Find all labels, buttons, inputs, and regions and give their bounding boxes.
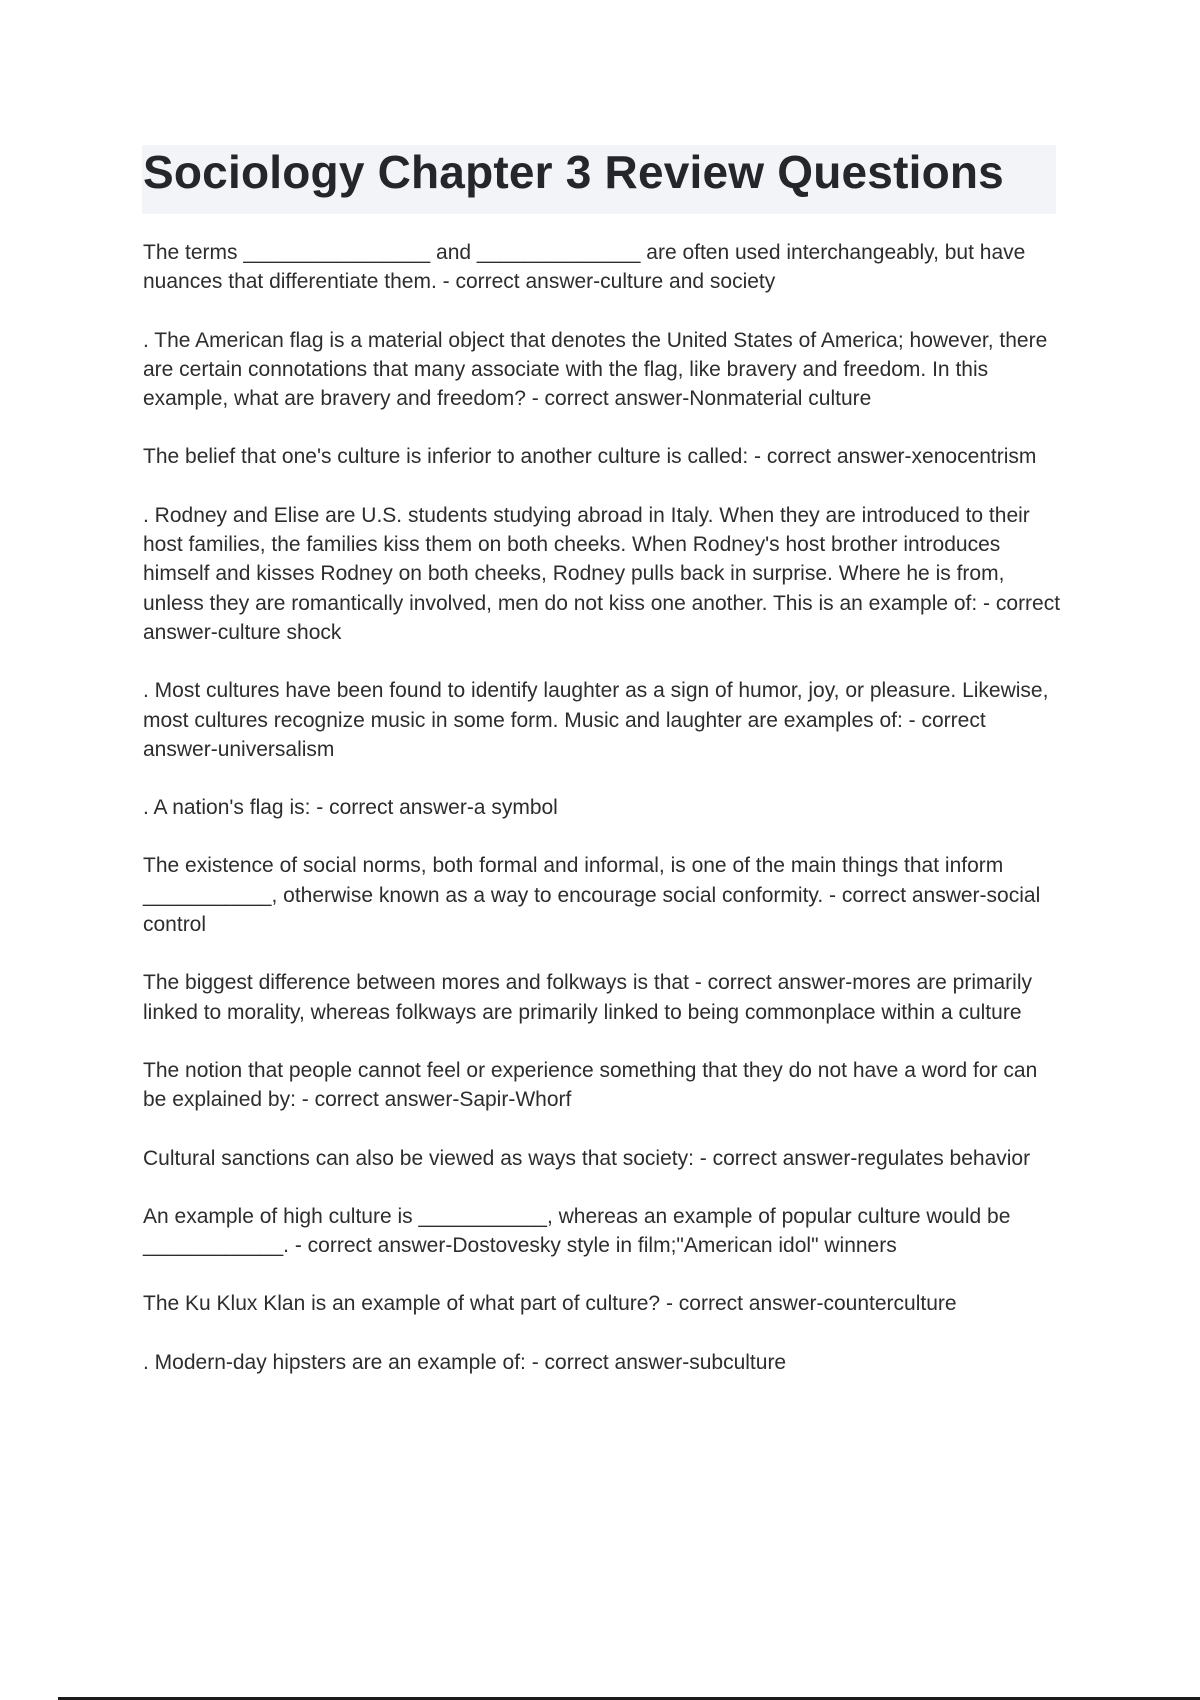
question-item-7: The existence of social norms, both formal and informal, is one of the main things that inform ___________, otherwise known as a way to encourage social conformity. - correct answer-social control [143, 854, 1041, 937]
question-item-11: An example of high culture is ___________, whereas an example of popular culture would be ____________. - correct answer-Dostovesky style in film;"American idol" winners [143, 1204, 1011, 1258]
question-item-5: . Most cultures have been found to identify laughter as a sign of humor, joy, or pleasure. Likewise, most cultures recognize music in some form. Music and laughter are examples of: - correct answer-universalism [143, 679, 1049, 761]
question-item-10: Cultural sanctions can also be viewed as ways that society: - correct answer-regulates behavior [143, 1146, 1031, 1170]
question-item-9: The notion that people cannot feel or experience something that they do not have a word for can be explained by: - correct answer-Sapir-Whorf [143, 1058, 1038, 1112]
question-item-6: . A nation's flag is: - correct answer-a symbol [143, 796, 558, 820]
question-item-2: . The American flag is a material object that denotes the United States of America; however, there are certain connotations that many associate with the flag, like bravery and freedom. In this example, what are bravery and freedom? - correct answer-Nonmaterial culture [143, 328, 1048, 411]
question-item-12: The Ku Klux Klan is an example of what part of culture? - correct answer-counterculture [143, 1292, 957, 1316]
question-item-3: The belief that one's culture is inferior to another culture is called: - correct answer-xenocentrism [143, 445, 1037, 469]
question-item-1: The terms ________________ and ______________ are often used interchangeably, but have nuances that differentiate them. - correct answer-culture and society [143, 241, 1026, 294]
question-item-4: . Rodney and Elise are U.S. students studying abroad in Italy. When they are introduced to their host families, the families kiss them on both cheeks. When Rodney's host brother introduces himself and kisses Rodney on both cheeks, Rodney pulls back in surprise. Where he is from, unless they are romantically involved, men do not kiss one another. This is an example of: - correct answer-culture shock [143, 503, 1061, 644]
question-list [143, 238, 1063, 1406]
question-item-13: . Modern-day hipsters are an example of: - correct answer-subculture [143, 1350, 787, 1374]
question-item-8: The biggest difference between mores and folkways is that - correct answer-mores are primarily linked to morality, whereas folkways are primarily linked to being commonplace within a culture [143, 971, 1032, 1024]
page-title: Sociology Chapter 3 Review Questions [143, 146, 1004, 198]
